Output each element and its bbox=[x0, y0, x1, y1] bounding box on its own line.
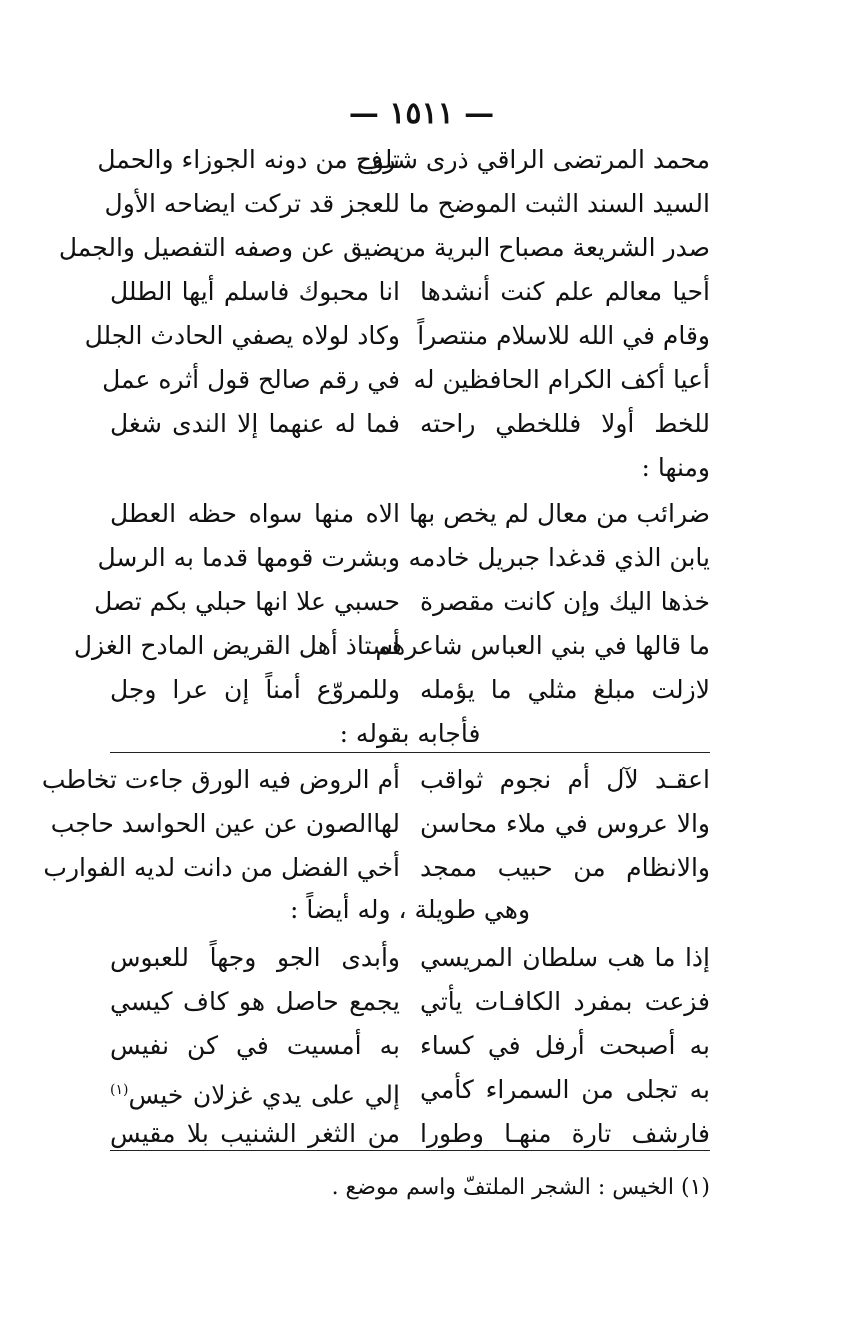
hemistich-text: تلوح من دونه الجوزاء والحمل bbox=[97, 145, 400, 174]
second-hemistich bbox=[110, 936, 400, 980]
hemistich-text: وأبدى الجو وجهاً للعبوس bbox=[110, 943, 400, 972]
second-hemistich bbox=[110, 1068, 400, 1117]
verse-line bbox=[84, 314, 710, 358]
second-hemistich bbox=[73, 624, 400, 668]
first-hemistich: صدر الشريعة مصباح البرية من bbox=[393, 233, 710, 262]
hemistich-text: أم الروض فيه الورق جاءت تخاطب bbox=[41, 765, 400, 794]
hemistich-text: وكاد لولاه يصفي الحادث الجلل bbox=[84, 321, 400, 350]
verse-intro: فأجابه بقوله : bbox=[339, 719, 481, 748]
verse-line bbox=[58, 226, 710, 270]
hemistich-text: أستاذ أهل القريض المادح الغزل bbox=[73, 631, 400, 660]
first-hemistich: أعيا أكف الكرام الحافظين له bbox=[413, 365, 710, 394]
verse-line bbox=[73, 624, 710, 668]
second-hemistich bbox=[110, 980, 400, 1024]
verse-intro: ومنها : bbox=[641, 453, 710, 482]
verse-line bbox=[110, 402, 710, 446]
second-hemistich bbox=[102, 358, 400, 402]
verse-line bbox=[43, 846, 710, 890]
hemistich-text: فما له عنهما إلا الندى شغل bbox=[110, 409, 400, 438]
first-hemistich: محمد المرتضى الراقي ذرى شرف bbox=[357, 145, 710, 174]
verse-line bbox=[104, 182, 710, 226]
hemistich-text: في رقم صالح قول أثره عمل bbox=[102, 365, 400, 394]
verse-intro: وهي طويلة ، وله أيضاً : bbox=[289, 895, 531, 924]
second-hemistich bbox=[110, 492, 400, 536]
second-hemistich bbox=[41, 758, 400, 802]
first-hemistich: إذا ما هب سلطان المريسي bbox=[420, 943, 710, 972]
footnote-separator bbox=[110, 1150, 710, 1151]
verse-line bbox=[102, 358, 710, 402]
verse-line bbox=[110, 936, 710, 980]
second-hemistich bbox=[84, 314, 400, 358]
footnote: (١) الخيس : الشجر الملتفّ واسم موضع . bbox=[331, 1175, 710, 1200]
section-rule bbox=[110, 752, 710, 753]
verse-line bbox=[110, 492, 710, 536]
first-hemistich: والا عروس في ملاء محاسن bbox=[420, 809, 710, 838]
second-hemistich bbox=[110, 270, 400, 314]
hemistich-text: إلي على يدي غزلان خيس bbox=[128, 1080, 400, 1110]
verse-line bbox=[110, 270, 710, 314]
footnote-marker: (١) bbox=[110, 1082, 129, 1098]
first-hemistich: ضرائب من معال لم يخص بها bbox=[409, 499, 710, 528]
first-hemistich: فارشف تارة منهـا وطورا bbox=[420, 1119, 710, 1148]
hemistich-text: به أمسيت في كن نفيس bbox=[110, 1031, 400, 1060]
verse-line bbox=[97, 138, 710, 182]
hemistich-text: يضيق عن وصفه التفصيل والجمل bbox=[58, 233, 400, 262]
second-hemistich bbox=[97, 536, 400, 580]
second-hemistich bbox=[97, 138, 400, 182]
first-hemistich: للخط أولا فللخطي راحته bbox=[420, 409, 710, 438]
first-hemistich: به أصبحت أرفل في كساء bbox=[420, 1031, 710, 1060]
second-hemistich bbox=[110, 1024, 400, 1068]
first-hemistich: لازلت مبلغ مثلي ما يؤمله bbox=[420, 675, 710, 704]
first-hemistich: يابن الذي قدغدا جبريل خادمه bbox=[408, 543, 710, 572]
hemistich-text: وبشرت قومها قدما به الرسل bbox=[97, 543, 400, 572]
second-hemistich bbox=[104, 182, 400, 226]
verse-line bbox=[97, 536, 710, 580]
hemistich-text: انا محبوك فاسلم أيها الطلل bbox=[110, 277, 400, 306]
hemistich-text: يجمع حاصل هو كاف كيسي bbox=[110, 987, 400, 1016]
page-number: — ١٥١١ — bbox=[348, 96, 495, 131]
hemistich-text: للعجز قد تركت ايضاحه الأول bbox=[104, 189, 400, 218]
first-hemistich: اعقـد لآل أم نجوم ثواقب bbox=[420, 765, 710, 794]
first-hemistich: به تجلى من السمراء كأمي bbox=[420, 1075, 710, 1104]
verse-line bbox=[50, 802, 710, 846]
second-hemistich bbox=[58, 226, 400, 270]
verse-line bbox=[110, 1068, 710, 1112]
second-hemistich bbox=[110, 668, 400, 712]
first-hemistich: خذها اليك وإن كانت مقصرة bbox=[420, 587, 710, 616]
hemistich-text: حسبي علا انها حبلي بكم تصل bbox=[94, 587, 400, 616]
verse-line bbox=[110, 668, 710, 712]
verse-line bbox=[110, 980, 710, 1024]
second-hemistich bbox=[43, 846, 400, 890]
second-hemistich bbox=[110, 402, 400, 446]
verse-line bbox=[110, 1024, 710, 1068]
verse-line bbox=[41, 758, 710, 802]
second-hemistich bbox=[50, 802, 400, 846]
first-hemistich: ما قالها في بني العباس شاعرهم bbox=[375, 631, 710, 660]
first-hemistich: أحيا معالم علم كنت أنشدها bbox=[420, 277, 710, 306]
second-hemistich bbox=[94, 580, 400, 624]
first-hemistich: وقام في الله للاسلام منتصراً bbox=[417, 321, 710, 350]
first-hemistich: السيد السند الثبت الموضح ما bbox=[408, 189, 710, 218]
hemistich-text: وللمروّع أمناً إن عرا وجل bbox=[110, 675, 400, 704]
verse-line bbox=[94, 580, 710, 624]
hemistich-text: من الثغر الشنيب بلا مقيس bbox=[110, 1119, 400, 1148]
hemistich-text: أخي الفضل من دانت لديه الفوارب bbox=[43, 853, 400, 882]
first-hemistich: والانظام من حبيب ممجد bbox=[420, 853, 710, 882]
first-hemistich: فزعت بمفرد الكافـات يأتي bbox=[420, 987, 710, 1016]
hemistich-text: لهاالصون عن عين الحواسد حاجب bbox=[50, 809, 400, 838]
hemistich-text: الاه منها سواه حظه العطل bbox=[110, 499, 400, 528]
